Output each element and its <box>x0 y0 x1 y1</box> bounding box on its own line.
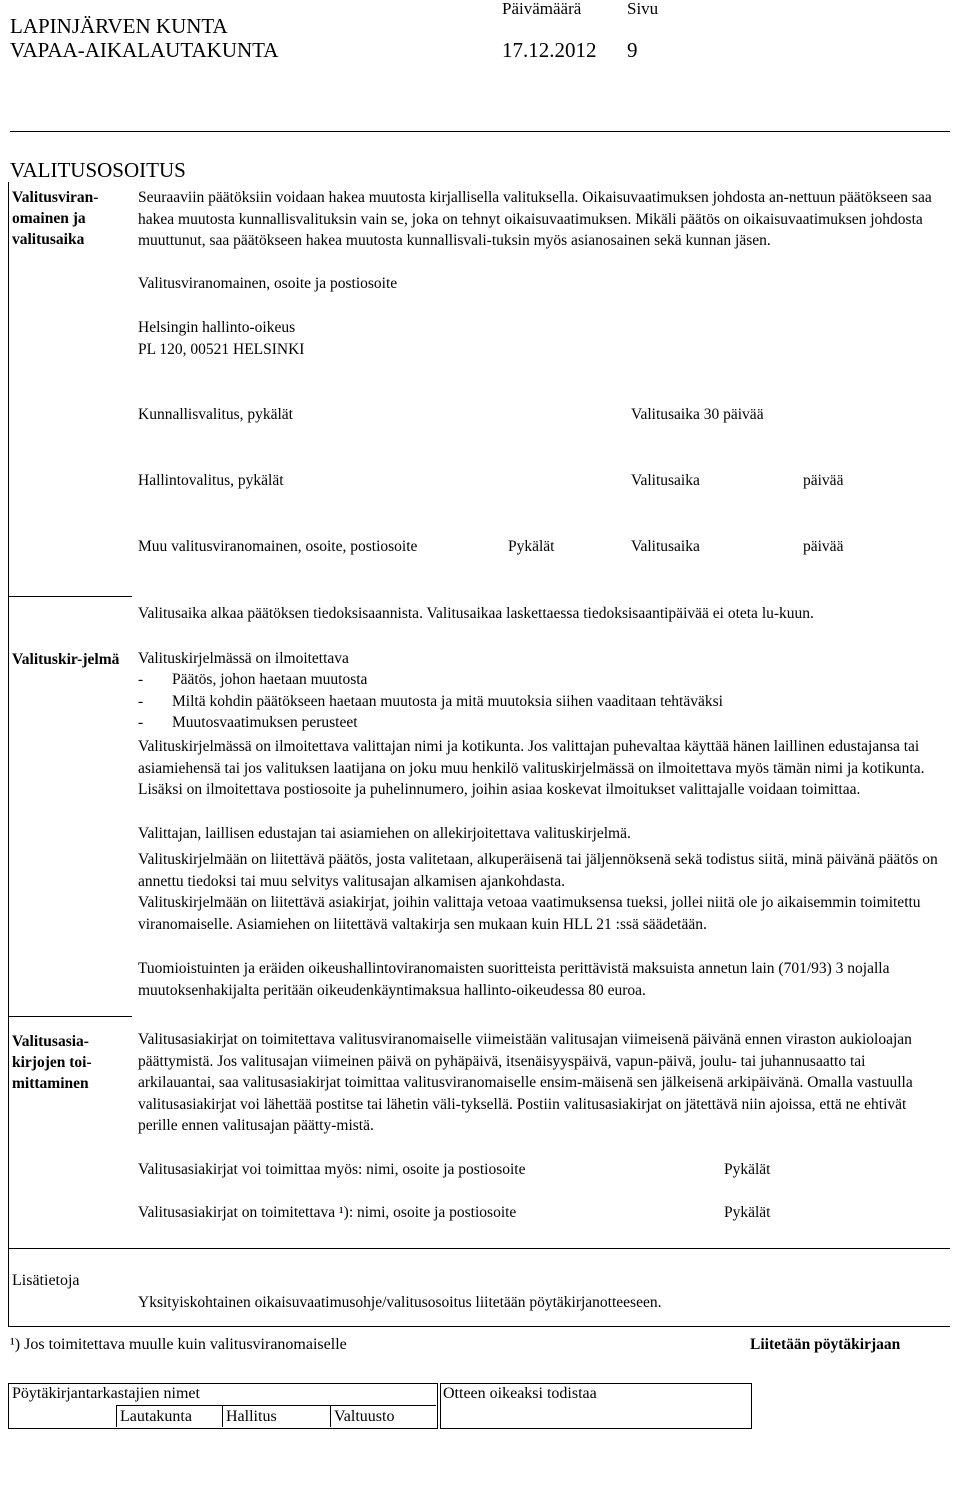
row-admin-left: Hallintovalitus, pykälät <box>138 472 284 489</box>
delivery-label: Valitusasia-kirjojen toi-mittaminen <box>12 1033 92 1092</box>
section3-left-border <box>8 1016 9 1248</box>
checkers-inner-line <box>116 1405 436 1406</box>
appeal-document-para4: Valituskirjelmään on liitettävä asiakirjat, joihin valittaja vetoaa vaatimuksensa tueksi, jollei niitä ole jo aikaisemmin toimitettu viranomaiselle. Asiamiehen on liitettävä valtakirja sen mukaan kuin HLL 21 :ssä säädetään. <box>138 894 921 933</box>
certified-label: Otteen oikeaksi todistaa <box>443 1385 597 1402</box>
list-item: - Miltä kohdin päätökseen haetaan muutosta ja mitä muutoksia siihen vaaditaan tehtäväksi <box>138 693 723 710</box>
footnote-right: Liitetään pöytäkirjaan <box>750 1336 901 1353</box>
appeal-document-label: Valituskir-jelmä <box>12 651 120 668</box>
appeal-document-para5: Tuomioistuinten ja eräiden oikeushallintoviranomaisten suoritteista perittävistä maksuista annetun lain (701/93) 3 nojalla muutoksenhakijalta peritään oikeudenkäyntimaksua hallinto-oikeudessa 80 euroa. <box>138 960 890 999</box>
row-other-right: Valitusaika <box>631 538 700 555</box>
additional-label: Lisätietoja <box>12 1272 80 1289</box>
date-value: 17.12.2012 <box>502 38 597 62</box>
row-other-left: Muu valitusviranomainen, osoite, postiosoite <box>138 538 418 555</box>
cell-council: Valtuusto <box>334 1408 395 1425</box>
committee-name: VAPAA-AIKALAUTAKUNTA <box>10 38 279 62</box>
checkers-label: Pöytäkirjantarkastajien nimet <box>12 1385 200 1402</box>
page-label: Sivu <box>627 0 659 18</box>
section2-left-border <box>8 596 9 1016</box>
delivery-row1-right: Pykälät <box>724 1161 771 1178</box>
delivery-row1-left: Valitusasiakirjat voi toimittaa myös: nimi, osoite ja postiosoite <box>138 1161 526 1178</box>
section4-left-border <box>8 1248 9 1326</box>
cell-committee: Lautakunta <box>120 1408 192 1425</box>
address-heading: Valitusviranomainen, osoite ja postiosoite <box>138 275 398 292</box>
cell-board: Hallitus <box>226 1408 277 1425</box>
appeal-document-para2: Valittajan, laillisen edustajan tai asiamiehen on allekirjoitettava valituskirjelmä. <box>138 825 631 842</box>
row-admin-far: päivää <box>803 472 844 489</box>
row-admin-right: Valitusaika <box>631 472 700 489</box>
additional-text: Yksityiskohtainen oikaisuvaatimusohje/valitusosoitus liitetään pöytäkirjanotteeseen. <box>138 1294 662 1311</box>
document-title: VALITUSOSOITUS <box>10 158 186 182</box>
section-divider <box>8 1016 132 1017</box>
appeal-document-para1: Valituskirjelmässä on ilmoitettava valittajan nimi ja kotikunta. Jos valittajan puhevaltaa käyttää hänen laillinen edustajansa tai asiamiehensä tai jos valituksen laatijana on joku muu henkilö valituskirjelmässä on ilmoitettava myös tämän nimi ja kotikunta. Lisäksi on ilmoitettava postiosoite ja puhelinnumero, joihin asiaa koskevat ilmoitukset valittajalle voidaan toimittaa. <box>138 738 925 798</box>
court-name: Helsingin hallinto-oikeus <box>138 319 296 336</box>
row-municipal-right: Valitusaika 30 päivää <box>631 406 764 423</box>
delivery-row2-left: Valitusasiakirjat on toimitettava ¹): nimi, osoite ja postiosoite <box>138 1204 517 1221</box>
appeal-authority-text: Seuraaviin päätöksiin voidaan hakea muutosta kirjallisella valituksella. Oikaisuvaatimuksen johdosta an-nettuun päätökseen saa hakea muutosta kunnallisvalituksin vain se, joka on tehnyt oikaisuvaatimuksen. Mikäli päätös on oikaisuvaatimuksen johdosta muuttunut, saa päätökseen hakea muutosta kunnallisvali-tuksin myös asianosainen sekä kunnan jäsen. <box>138 189 932 249</box>
section-divider <box>8 596 132 597</box>
delivery-text: Valitusasiakirjat on toimitettava valitusviranomaiselle viimeistään valitusajan viimeisenä päivänä ennen viraston aukioloajan päättymistä. Jos valitusajan viimeinen päivä on pyhäpäivä, itsenäisyyspäivä, vapun-päivä, joulu- tai juhannusaatto tai arkilauantai, saa valitusasiakirjat toimittaa valitusviranomaiselle ensim-mäisenä sen jälkeisenä arkipäivänä. Omalla vastuulla valitusasiakirjat voi lähettää postitse tai lähetin väli-tyksellä. Postiin valitusasiakirjat on jätettävä niin ajoissa, että ne ehtivät perille ennen valitusajan päätty-mistä. <box>138 1031 913 1134</box>
org-name: LAPINJÄRVEN KUNTA <box>10 14 228 38</box>
row-other-middle: Pykälät <box>508 538 555 555</box>
delivery-row2-right: Pykälät <box>724 1204 771 1221</box>
date-label: Päivämäärä <box>502 0 582 18</box>
page-number: 9 <box>627 38 638 62</box>
cell-divider <box>330 1405 331 1427</box>
cell-divider <box>116 1405 117 1427</box>
court-address: PL 120, 00521 HELSINKI <box>138 341 305 358</box>
list-item: - Päätös, johon haetaan muutosta <box>138 671 368 688</box>
cell-divider <box>222 1405 223 1427</box>
footnote-text: ¹) Jos toimitettava muulle kuin valitusviranomaiselle <box>10 1336 347 1353</box>
list-heading: Valituskirjelmässä on ilmoitettava <box>138 650 349 667</box>
section-divider <box>8 1248 950 1249</box>
appeal-time-intro: Valitusaika alkaa päätöksen tiedoksisaannista. Valitusaikaa laskettaessa tiedoksisaantipäivää ei oteta lu-kuun. <box>138 605 814 622</box>
appeal-authority-label: Valitusviran-omainen ja valitusaika <box>12 189 99 248</box>
section-divider <box>8 1326 950 1327</box>
row-municipal-left: Kunnallisvalitus, pykälät <box>138 406 293 423</box>
header-divider <box>10 131 950 132</box>
list-item: - Muutosvaatimuksen perusteet <box>138 714 358 731</box>
row-other-far: päivää <box>803 538 844 555</box>
section-left-border <box>8 182 9 596</box>
appeal-document-para3: Valituskirjelmään on liitettävä päätös, josta valitetaan, alkuperäisenä tai jäljennöksenä sekä todistus siitä, minä päivänä päätös on annettu tiedoksi tai muu selvitys valitusajan alkamisen ajankohdasta. <box>138 851 938 890</box>
